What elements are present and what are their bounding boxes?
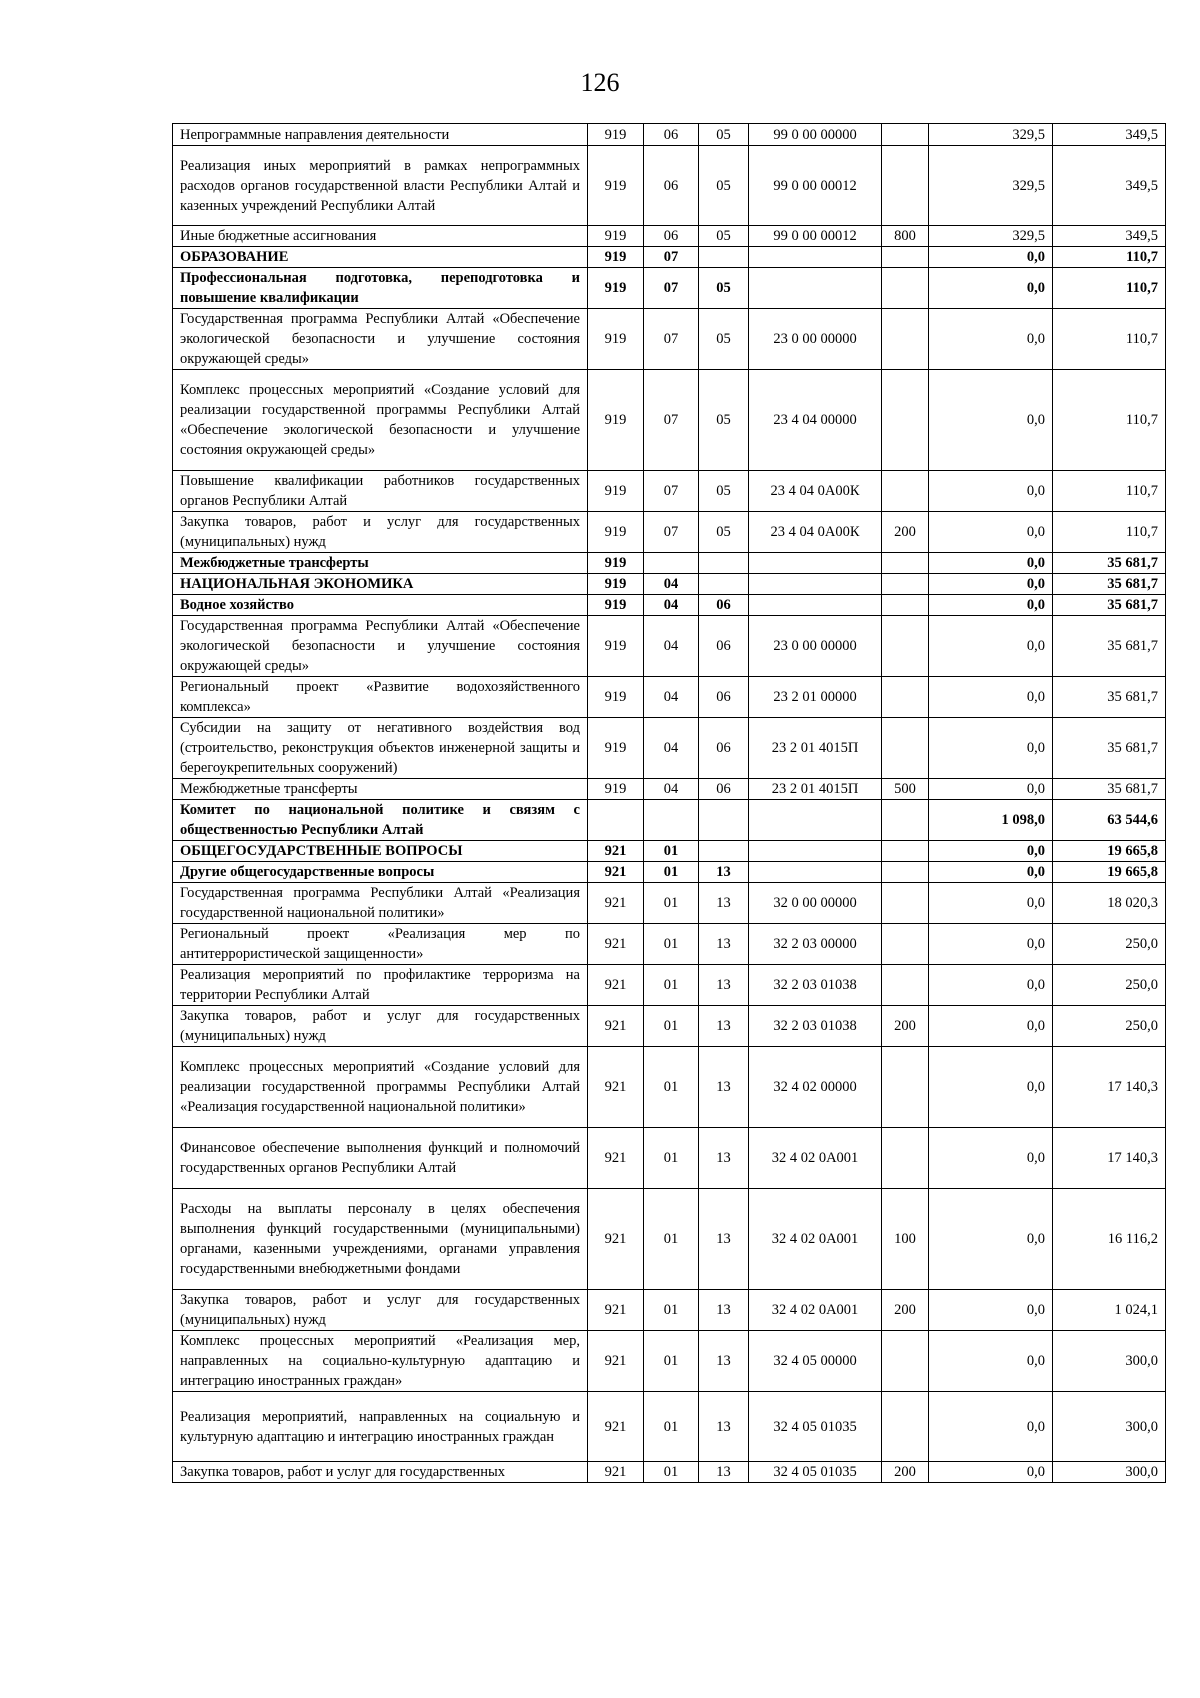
row-expense-type — [882, 1331, 929, 1392]
row-section-code: 01 — [644, 1189, 699, 1290]
row-ministry-code: 921 — [588, 1290, 644, 1331]
row-ministry-code: 919 — [588, 146, 644, 226]
row-amount-1: 0,0 — [929, 1392, 1053, 1462]
row-name: Комитет по национальной политике и связям с общественностью Республики Алтай — [173, 800, 588, 841]
row-target-code: 32 4 02 00000 — [749, 1047, 882, 1128]
table-row — [173, 595, 1166, 616]
row-section-code: 01 — [644, 1047, 699, 1128]
row-amount-1: 0,0 — [929, 862, 1053, 883]
row-amount-1: 0,0 — [929, 553, 1053, 574]
row-subsection-code: 06 — [699, 677, 749, 718]
row-section-code: 06 — [644, 146, 699, 226]
row-amount-2: 35 681,7 — [1053, 595, 1166, 616]
row-target-code: 32 2 03 01038 — [749, 1006, 882, 1047]
row-expense-type — [882, 616, 929, 677]
row-section-code: 01 — [644, 883, 699, 924]
row-subsection-code: 13 — [699, 1392, 749, 1462]
row-name: Профессиональная подготовка, переподготовка и повышение квалификации — [173, 268, 588, 309]
row-name: Межбюджетные трансферты — [173, 779, 588, 800]
row-subsection-code — [699, 574, 749, 595]
row-name: Закупка товаров, работ и услуг для государственных (муниципальных) нужд — [173, 1290, 588, 1331]
row-target-code — [749, 574, 882, 595]
row-amount-1: 0,0 — [929, 677, 1053, 718]
table-row — [173, 1189, 1166, 1290]
table-row — [173, 841, 1166, 862]
row-section-code: 04 — [644, 779, 699, 800]
row-name: Иные бюджетные ассигнования — [173, 226, 588, 247]
row-amount-2: 300,0 — [1053, 1462, 1166, 1483]
row-ministry-code: 919 — [588, 124, 644, 146]
row-section-code: 01 — [644, 1462, 699, 1483]
row-expense-type — [882, 718, 929, 779]
row-subsection-code — [699, 841, 749, 862]
row-ministry-code: 919 — [588, 512, 644, 553]
row-amount-1: 0,0 — [929, 1128, 1053, 1189]
row-subsection-code: 13 — [699, 1189, 749, 1290]
row-name: Расходы на выплаты персоналу в целях обеспечения выполнения функций государственными (муниципальными) органами, казенными учреждениями, органами управления государственными внебюджетными фондами — [173, 1189, 588, 1290]
row-amount-2: 16 116,2 — [1053, 1189, 1166, 1290]
table-row — [173, 1290, 1166, 1331]
row-amount-1: 0,0 — [929, 1462, 1053, 1483]
row-target-code: 32 2 03 00000 — [749, 924, 882, 965]
row-section-code: 01 — [644, 841, 699, 862]
row-subsection-code: 13 — [699, 924, 749, 965]
row-target-code: 99 0 00 00012 — [749, 226, 882, 247]
row-section-code: 07 — [644, 309, 699, 370]
row-target-code: 23 0 00 00000 — [749, 309, 882, 370]
row-expense-type: 200 — [882, 1006, 929, 1047]
row-target-code: 32 4 05 01035 — [749, 1392, 882, 1462]
row-expense-type: 100 — [882, 1189, 929, 1290]
row-expense-type — [882, 924, 929, 965]
row-target-code: 23 4 04 00000 — [749, 370, 882, 471]
table-row — [173, 124, 1166, 146]
row-expense-type — [882, 309, 929, 370]
row-target-code: 23 2 01 4015П — [749, 779, 882, 800]
row-target-code: 32 4 02 0А001 — [749, 1128, 882, 1189]
row-expense-type: 200 — [882, 512, 929, 553]
row-subsection-code: 13 — [699, 883, 749, 924]
row-target-code: 99 0 00 00012 — [749, 146, 882, 226]
row-amount-2: 110,7 — [1053, 370, 1166, 471]
row-expense-type — [882, 471, 929, 512]
row-name: Комплекс процессных мероприятий «Создание условий для реализации государственной программы Республики Алтай «Обеспечение экологической безопасности и улучшение состояния окружающей среды» — [173, 370, 588, 471]
table-body — [173, 124, 1166, 1483]
row-target-code — [749, 841, 882, 862]
row-section-code: 06 — [644, 226, 699, 247]
table-row — [173, 1047, 1166, 1128]
row-amount-2: 110,7 — [1053, 471, 1166, 512]
row-subsection-code: 13 — [699, 965, 749, 1006]
row-amount-2: 250,0 — [1053, 965, 1166, 1006]
row-target-code: 23 2 01 4015П — [749, 718, 882, 779]
row-expense-type — [882, 841, 929, 862]
row-ministry-code — [588, 800, 644, 841]
row-ministry-code: 919 — [588, 779, 644, 800]
table-row — [173, 1462, 1166, 1483]
table-row — [173, 718, 1166, 779]
row-expense-type — [882, 965, 929, 1006]
row-section-code: 01 — [644, 1128, 699, 1189]
table-row — [173, 247, 1166, 268]
row-target-code: 32 4 05 00000 — [749, 1331, 882, 1392]
row-subsection-code — [699, 553, 749, 574]
row-name: Реализация иных мероприятий в рамках непрограммных расходов органов государственной власти Республики Алтай и казенных учреждений Республики Алтай — [173, 146, 588, 226]
row-expense-type — [882, 553, 929, 574]
row-ministry-code: 919 — [588, 309, 644, 370]
table-row — [173, 1128, 1166, 1189]
row-amount-1: 0,0 — [929, 718, 1053, 779]
row-amount-1: 1 098,0 — [929, 800, 1053, 841]
row-amount-2: 1 024,1 — [1053, 1290, 1166, 1331]
row-subsection-code: 13 — [699, 1290, 749, 1331]
row-subsection-code: 06 — [699, 595, 749, 616]
row-target-code: 32 4 02 0А001 — [749, 1290, 882, 1331]
row-subsection-code — [699, 800, 749, 841]
row-target-code: 32 0 00 00000 — [749, 883, 882, 924]
budget-table — [172, 123, 1166, 1483]
row-name: Непрограммные направления деятельности — [173, 124, 588, 146]
row-section-code: 04 — [644, 595, 699, 616]
row-name: Закупка товаров, работ и услуг для государственных — [173, 1462, 588, 1483]
table-row — [173, 574, 1166, 595]
table-row — [173, 512, 1166, 553]
row-amount-1: 329,5 — [929, 124, 1053, 146]
table-row — [173, 268, 1166, 309]
row-expense-type — [882, 883, 929, 924]
row-section-code: 06 — [644, 124, 699, 146]
row-amount-1: 0,0 — [929, 1290, 1053, 1331]
row-subsection-code: 05 — [699, 268, 749, 309]
row-ministry-code: 921 — [588, 883, 644, 924]
row-amount-2: 17 140,3 — [1053, 1128, 1166, 1189]
row-section-code: 07 — [644, 268, 699, 309]
row-subsection-code: 06 — [699, 779, 749, 800]
row-target-code — [749, 862, 882, 883]
table-row — [173, 146, 1166, 226]
row-amount-2: 35 681,7 — [1053, 616, 1166, 677]
row-ministry-code: 921 — [588, 1128, 644, 1189]
row-amount-2: 19 665,8 — [1053, 862, 1166, 883]
row-name: Государственная программа Республики Алтай «Реализация государственной национальной политики» — [173, 883, 588, 924]
row-name: Субсидии на защиту от негативного воздействия вод (строительство, реконструкция объектов инженерной защиты и берегоукрепительных сооружений) — [173, 718, 588, 779]
row-ministry-code: 919 — [588, 595, 644, 616]
row-target-code: 99 0 00 00000 — [749, 124, 882, 146]
row-amount-1: 0,0 — [929, 1331, 1053, 1392]
row-subsection-code: 05 — [699, 309, 749, 370]
row-expense-type — [882, 574, 929, 595]
table-row — [173, 677, 1166, 718]
row-expense-type — [882, 677, 929, 718]
table-row — [173, 616, 1166, 677]
row-ministry-code: 921 — [588, 841, 644, 862]
row-ministry-code: 921 — [588, 1047, 644, 1128]
row-amount-1: 0,0 — [929, 247, 1053, 268]
row-expense-type — [882, 1128, 929, 1189]
row-amount-2: 349,5 — [1053, 146, 1166, 226]
row-target-code: 32 4 05 01035 — [749, 1462, 882, 1483]
row-subsection-code: 05 — [699, 226, 749, 247]
row-amount-2: 250,0 — [1053, 1006, 1166, 1047]
table-row — [173, 800, 1166, 841]
row-target-code — [749, 268, 882, 309]
row-amount-2: 110,7 — [1053, 512, 1166, 553]
row-section-code: 04 — [644, 574, 699, 595]
row-ministry-code: 921 — [588, 862, 644, 883]
row-ministry-code: 919 — [588, 370, 644, 471]
row-amount-1: 0,0 — [929, 268, 1053, 309]
row-amount-2: 17 140,3 — [1053, 1047, 1166, 1128]
row-subsection-code: 06 — [699, 616, 749, 677]
row-target-code: 32 4 02 0А001 — [749, 1189, 882, 1290]
table-row — [173, 1006, 1166, 1047]
row-expense-type: 800 — [882, 226, 929, 247]
row-name: Реализация мероприятий, направленных на социальную и культурную адаптацию и интеграцию иностранных граждан — [173, 1392, 588, 1462]
row-section-code: 07 — [644, 512, 699, 553]
row-section-code: 01 — [644, 1392, 699, 1462]
table-row — [173, 924, 1166, 965]
row-name: ОБЩЕГОСУДАРСТВЕННЫЕ ВОПРОСЫ — [173, 841, 588, 862]
row-section-code: 01 — [644, 924, 699, 965]
row-amount-2: 35 681,7 — [1053, 574, 1166, 595]
row-ministry-code: 921 — [588, 1331, 644, 1392]
row-amount-1: 0,0 — [929, 616, 1053, 677]
row-target-code — [749, 553, 882, 574]
row-name: Комплекс процессных мероприятий «Создание условий для реализации государственной программы Республики Алтай «Реализация государственной национальной политики» — [173, 1047, 588, 1128]
row-expense-type — [882, 146, 929, 226]
row-name: Государственная программа Республики Алтай «Обеспечение экологической безопасности и улучшение состояния окружающей среды» — [173, 616, 588, 677]
row-subsection-code — [699, 247, 749, 268]
row-amount-1: 0,0 — [929, 1047, 1053, 1128]
row-amount-2: 110,7 — [1053, 268, 1166, 309]
row-name: Региональный проект «Реализация мер по антитеррористической защищенности» — [173, 924, 588, 965]
row-subsection-code: 13 — [699, 1331, 749, 1392]
row-amount-1: 0,0 — [929, 370, 1053, 471]
row-amount-1: 0,0 — [929, 779, 1053, 800]
row-amount-2: 35 681,7 — [1053, 677, 1166, 718]
row-expense-type — [882, 800, 929, 841]
row-expense-type — [882, 1392, 929, 1462]
table-row — [173, 883, 1166, 924]
row-name: ОБРАЗОВАНИЕ — [173, 247, 588, 268]
row-section-code: 01 — [644, 1006, 699, 1047]
row-amount-2: 35 681,7 — [1053, 718, 1166, 779]
row-ministry-code: 919 — [588, 677, 644, 718]
row-amount-2: 300,0 — [1053, 1392, 1166, 1462]
row-expense-type — [882, 595, 929, 616]
row-amount-1: 0,0 — [929, 595, 1053, 616]
row-amount-2: 19 665,8 — [1053, 841, 1166, 862]
row-expense-type — [882, 1047, 929, 1128]
row-subsection-code: 06 — [699, 718, 749, 779]
row-section-code: 01 — [644, 965, 699, 1006]
row-amount-1: 0,0 — [929, 883, 1053, 924]
row-amount-1: 329,5 — [929, 226, 1053, 247]
row-amount-1: 0,0 — [929, 841, 1053, 862]
row-target-code: 32 2 03 01038 — [749, 965, 882, 1006]
table-row — [173, 471, 1166, 512]
row-expense-type: 500 — [882, 779, 929, 800]
row-target-code — [749, 800, 882, 841]
row-section-code: 07 — [644, 247, 699, 268]
row-ministry-code: 919 — [588, 247, 644, 268]
row-subsection-code: 13 — [699, 1006, 749, 1047]
row-amount-2: 35 681,7 — [1053, 553, 1166, 574]
row-section-code: 01 — [644, 1331, 699, 1392]
row-name: Финансовое обеспечение выполнения функций и полномочий государственных органов Республики Алтай — [173, 1128, 588, 1189]
row-amount-1: 0,0 — [929, 309, 1053, 370]
row-target-code: 23 0 00 00000 — [749, 616, 882, 677]
row-amount-2: 35 681,7 — [1053, 779, 1166, 800]
row-subsection-code: 13 — [699, 1462, 749, 1483]
row-subsection-code: 05 — [699, 512, 749, 553]
row-name: НАЦИОНАЛЬНАЯ ЭКОНОМИКА — [173, 574, 588, 595]
row-section-code: 04 — [644, 616, 699, 677]
row-expense-type: 200 — [882, 1290, 929, 1331]
row-amount-1: 0,0 — [929, 512, 1053, 553]
row-expense-type — [882, 268, 929, 309]
row-subsection-code: 13 — [699, 1128, 749, 1189]
row-expense-type — [882, 862, 929, 883]
row-subsection-code: 13 — [699, 862, 749, 883]
row-name: Водное хозяйство — [173, 595, 588, 616]
row-amount-2: 349,5 — [1053, 226, 1166, 247]
row-ministry-code: 919 — [588, 471, 644, 512]
table-row — [173, 862, 1166, 883]
row-subsection-code: 05 — [699, 146, 749, 226]
row-section-code: 04 — [644, 677, 699, 718]
row-name: Закупка товаров, работ и услуг для государственных (муниципальных) нужд — [173, 1006, 588, 1047]
row-amount-2: 110,7 — [1053, 309, 1166, 370]
table-row — [173, 553, 1166, 574]
row-ministry-code: 921 — [588, 965, 644, 1006]
page-number: 126 — [580, 68, 620, 97]
row-expense-type — [882, 370, 929, 471]
row-name: Закупка товаров, работ и услуг для государственных (муниципальных) нужд — [173, 512, 588, 553]
row-section-code — [644, 553, 699, 574]
row-section-code: 01 — [644, 1290, 699, 1331]
row-target-code: 23 2 01 00000 — [749, 677, 882, 718]
row-amount-1: 0,0 — [929, 1006, 1053, 1047]
row-amount-2: 250,0 — [1053, 924, 1166, 965]
row-amount-2: 18 020,3 — [1053, 883, 1166, 924]
table-row — [173, 1392, 1166, 1462]
row-amount-2: 349,5 — [1053, 124, 1166, 146]
row-name: Повышение квалификации работников государственных органов Республики Алтай — [173, 471, 588, 512]
row-ministry-code: 919 — [588, 574, 644, 595]
row-ministry-code: 921 — [588, 1006, 644, 1047]
row-name: Региональный проект «Развитие водохозяйственного комплекса» — [173, 677, 588, 718]
row-section-code: 07 — [644, 471, 699, 512]
table-row — [173, 309, 1166, 370]
row-amount-1: 0,0 — [929, 471, 1053, 512]
row-section-code: 04 — [644, 718, 699, 779]
row-expense-type — [882, 124, 929, 146]
row-target-code — [749, 595, 882, 616]
row-section-code: 07 — [644, 370, 699, 471]
row-amount-1: 0,0 — [929, 574, 1053, 595]
row-expense-type — [882, 247, 929, 268]
row-section-code — [644, 800, 699, 841]
row-subsection-code: 13 — [699, 1047, 749, 1128]
row-target-code — [749, 247, 882, 268]
table-row — [173, 779, 1166, 800]
row-amount-1: 0,0 — [929, 924, 1053, 965]
row-amount-1: 0,0 — [929, 1189, 1053, 1290]
table-row — [173, 370, 1166, 471]
row-name: Государственная программа Республики Алтай «Обеспечение экологической безопасности и улучшение состояния окружающей среды» — [173, 309, 588, 370]
row-amount-2: 300,0 — [1053, 1331, 1166, 1392]
row-subsection-code: 05 — [699, 471, 749, 512]
row-ministry-code: 921 — [588, 924, 644, 965]
row-expense-type: 200 — [882, 1462, 929, 1483]
row-ministry-code: 919 — [588, 226, 644, 247]
table-row — [173, 965, 1166, 1006]
row-ministry-code: 919 — [588, 553, 644, 574]
row-name: Комплекс процессных мероприятий «Реализация мер, направленных на социально-культурную адаптацию и интеграцию иностранных граждан» — [173, 1331, 588, 1392]
row-amount-1: 329,5 — [929, 146, 1053, 226]
row-ministry-code: 921 — [588, 1392, 644, 1462]
row-name: Межбюджетные трансферты — [173, 553, 588, 574]
row-subsection-code: 05 — [699, 370, 749, 471]
row-amount-2: 63 544,6 — [1053, 800, 1166, 841]
table-row — [173, 1331, 1166, 1392]
row-ministry-code: 919 — [588, 616, 644, 677]
row-section-code: 01 — [644, 862, 699, 883]
row-amount-2: 110,7 — [1053, 247, 1166, 268]
row-ministry-code: 921 — [588, 1462, 644, 1483]
table-row — [173, 226, 1166, 247]
row-ministry-code: 921 — [588, 1189, 644, 1290]
row-target-code: 23 4 04 0А00К — [749, 512, 882, 553]
row-name: Реализация мероприятий по профилактике терроризма на территории Республики Алтай — [173, 965, 588, 1006]
row-ministry-code: 919 — [588, 268, 644, 309]
row-target-code: 23 4 04 0А00К — [749, 471, 882, 512]
row-subsection-code: 05 — [699, 124, 749, 146]
row-name: Другие общегосударственные вопросы — [173, 862, 588, 883]
row-amount-1: 0,0 — [929, 965, 1053, 1006]
row-ministry-code: 919 — [588, 718, 644, 779]
